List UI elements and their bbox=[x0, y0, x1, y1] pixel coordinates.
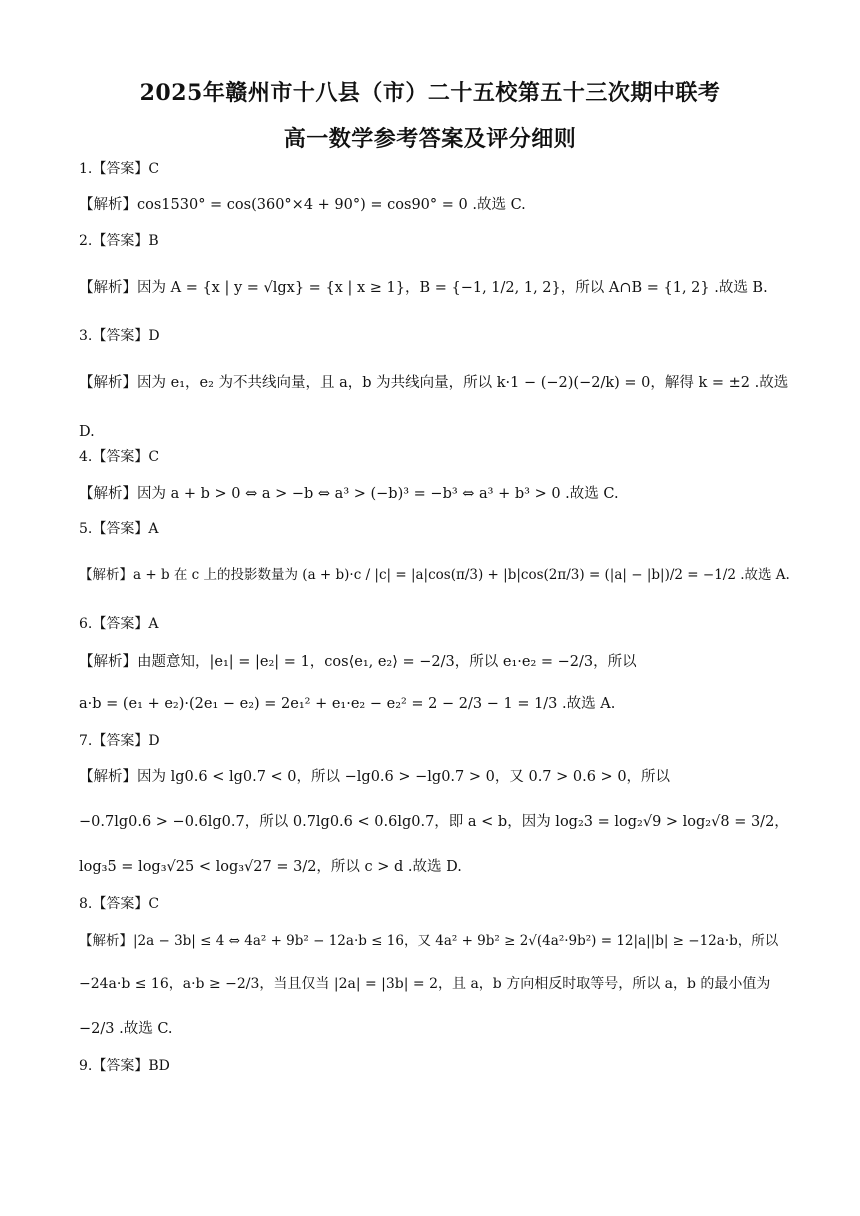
solution-3-line-1: 【解析】因为 e₁，e₂ 为不共线向量，且 a，b 为共线向量，所以 k·1 − (−2)(−2/k) = 0，解得 k = ±2 .故选 bbox=[79, 375, 789, 391]
answer-4: 4.【答案】C bbox=[79, 449, 160, 465]
answer-8: 8.【答案】C bbox=[79, 896, 160, 912]
answer-7: 7.【答案】D bbox=[79, 733, 160, 749]
answer-2: 2.【答案】B bbox=[79, 233, 159, 249]
solution-8-line-2: −24a·b ≤ 16，a·b ≥ −2/3，当且仅当 |2a| = |3b| = 2，且 a，b 方向相反时取等号，所以 a，b 的最小值为 bbox=[79, 976, 771, 992]
solution-7-line-3: log₃5 = log₃√25 < log₃√27 = 3/2，所以 c > d .故选 D. bbox=[79, 859, 462, 875]
answer-9: 9.【答案】BD bbox=[79, 1058, 170, 1074]
answer-6: 6.【答案】A bbox=[79, 616, 159, 632]
solution-8-line-1: 【解析】|2a − 3b| ≤ 4 ⇔ 4a² + 9b² − 12a·b ≤ 16，又 4a² + 9b² ≥ 2√(4a²·9b²) = 12|a||b| ≥ −12a·b，所以 bbox=[79, 933, 779, 949]
answer-1: 1.【答案】C bbox=[79, 161, 160, 177]
solution-6-line-2: a·b = (e₁ + e₂)·(2e₁ − e₂) = 2e₁² + e₁·e₂ − e₂² = 2 − 2/3 − 1 = 1/3 .故选 A. bbox=[79, 696, 616, 712]
solution-7-line-1: 【解析】因为 lg0.6 < lg0.7 < 0，所以 −lg0.6 > −lg0.7 > 0，又 0.7 > 0.6 > 0，所以 bbox=[79, 769, 671, 785]
solution-1-line-1: 【解析】cos1530° = cos(360°×4 + 90°) = cos90° = 0 .故选 C. bbox=[79, 197, 526, 213]
solution-5-line-1: 【解析】a + b 在 c 上的投影数量为 (a + b)·c / |c| = |a|cos(π/3) + |b|cos(2π/3) = (|a| − |b|)/2 = −1/2 .故选 A. bbox=[79, 567, 790, 583]
answer-5: 5.【答案】A bbox=[79, 521, 159, 537]
solution-7-line-2: −0.7lg0.6 > −0.6lg0.7，所以 0.7lg0.6 < 0.6lg0.7，即 a < b，因为 log₂3 = log₂√9 > log₂√8 = 3/2， bbox=[79, 814, 789, 830]
answer-3: 3.【答案】D bbox=[79, 328, 160, 344]
solution-2-line-1: 【解析】因为 A = {x | y = √lgx} = {x | x ≥ 1}，B = {−1, 1/2, 1, 2}，所以 A∩B = {1, 2} .故选 B. bbox=[79, 280, 768, 296]
solution-3-line-2: D. bbox=[79, 424, 95, 440]
page-title: 2025年赣州市十八县（市）二十五校第五十三次期中联考 bbox=[139, 80, 721, 106]
solution-6-line-1: 【解析】由题意知，|e₁| = |e₂| = 1，cos⟨e₁, e₂⟩ = −2/3，所以 e₁·e₂ = −2/3，所以 bbox=[79, 654, 637, 670]
page-subtitle: 高一数学参考答案及评分细则 bbox=[283, 126, 577, 152]
solution-8-line-3: −2/3 .故选 C. bbox=[79, 1021, 173, 1037]
solution-4-line-1: 【解析】因为 a + b > 0 ⇔ a > −b ⇔ a³ > (−b)³ = −b³ ⇔ a³ + b³ > 0 .故选 C. bbox=[79, 486, 619, 502]
